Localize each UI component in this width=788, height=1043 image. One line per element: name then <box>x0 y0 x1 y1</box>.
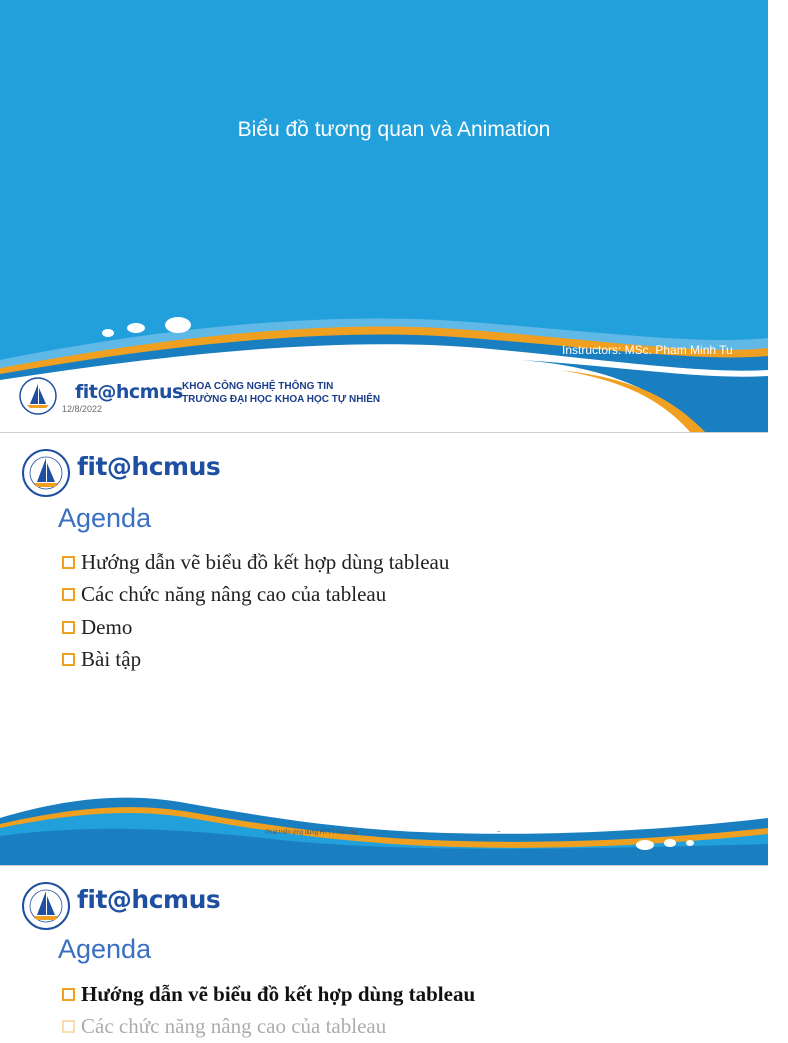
checkbox-bullet-icon <box>62 1020 75 1033</box>
faculty-name: KHOA CÔNG NGHỆ THÔNG TIN <box>182 381 333 392</box>
list-item: Bài tập <box>62 644 449 677</box>
footer-separator: – <box>497 829 500 835</box>
wave-decoration <box>0 300 768 432</box>
agenda-list <box>62 546 449 676</box>
checkbox-bullet-icon <box>62 988 75 1001</box>
agenda-slide-partial <box>0 866 768 1024</box>
slide-title: Biểu đồ tương quan và Animation <box>0 118 788 142</box>
slide-date: 12/8/2022 <box>62 404 102 414</box>
list-item: Hướng dẫn vẽ biểu đồ kết hợp dùng tableau <box>62 546 449 579</box>
brand-logo-text: fit@hcmus <box>77 452 220 481</box>
checkbox-bullet-icon <box>62 621 75 634</box>
wave-decoration <box>0 788 768 865</box>
instructor-text: Instructors: MSc. Pham Minh Tu <box>562 343 733 357</box>
list-item: Các chức năng nâng cao của tableau <box>62 579 449 612</box>
list-item: Demo <box>62 611 449 644</box>
brand-logo-text: fit@hcmus <box>75 381 183 403</box>
university-name: TRƯỜNG ĐẠI HỌC KHOA HỌC TỰ NHIÊN <box>182 394 380 405</box>
agenda-heading: Agenda <box>58 934 151 965</box>
university-seal-icon <box>20 447 72 499</box>
footer-course-name: Phát triển ứng dụng HTTT hiện đại <box>265 830 358 836</box>
checkbox-bullet-icon <box>62 588 75 601</box>
list-item: Các chức năng nâng cao của tableau <box>62 1011 475 1043</box>
title-slide <box>0 0 768 432</box>
university-seal-icon <box>16 376 60 416</box>
list-item: Hướng dẫn vẽ biểu đồ kết hợp dùng tableau <box>62 978 475 1011</box>
agenda-slide <box>0 433 768 865</box>
agenda-heading: Agenda <box>58 503 151 534</box>
agenda-list <box>62 978 475 1043</box>
checkbox-bullet-icon <box>62 653 75 666</box>
brand-logo-text: fit@hcmus <box>77 885 220 914</box>
university-seal-icon <box>20 880 72 932</box>
checkbox-bullet-icon <box>62 556 75 569</box>
